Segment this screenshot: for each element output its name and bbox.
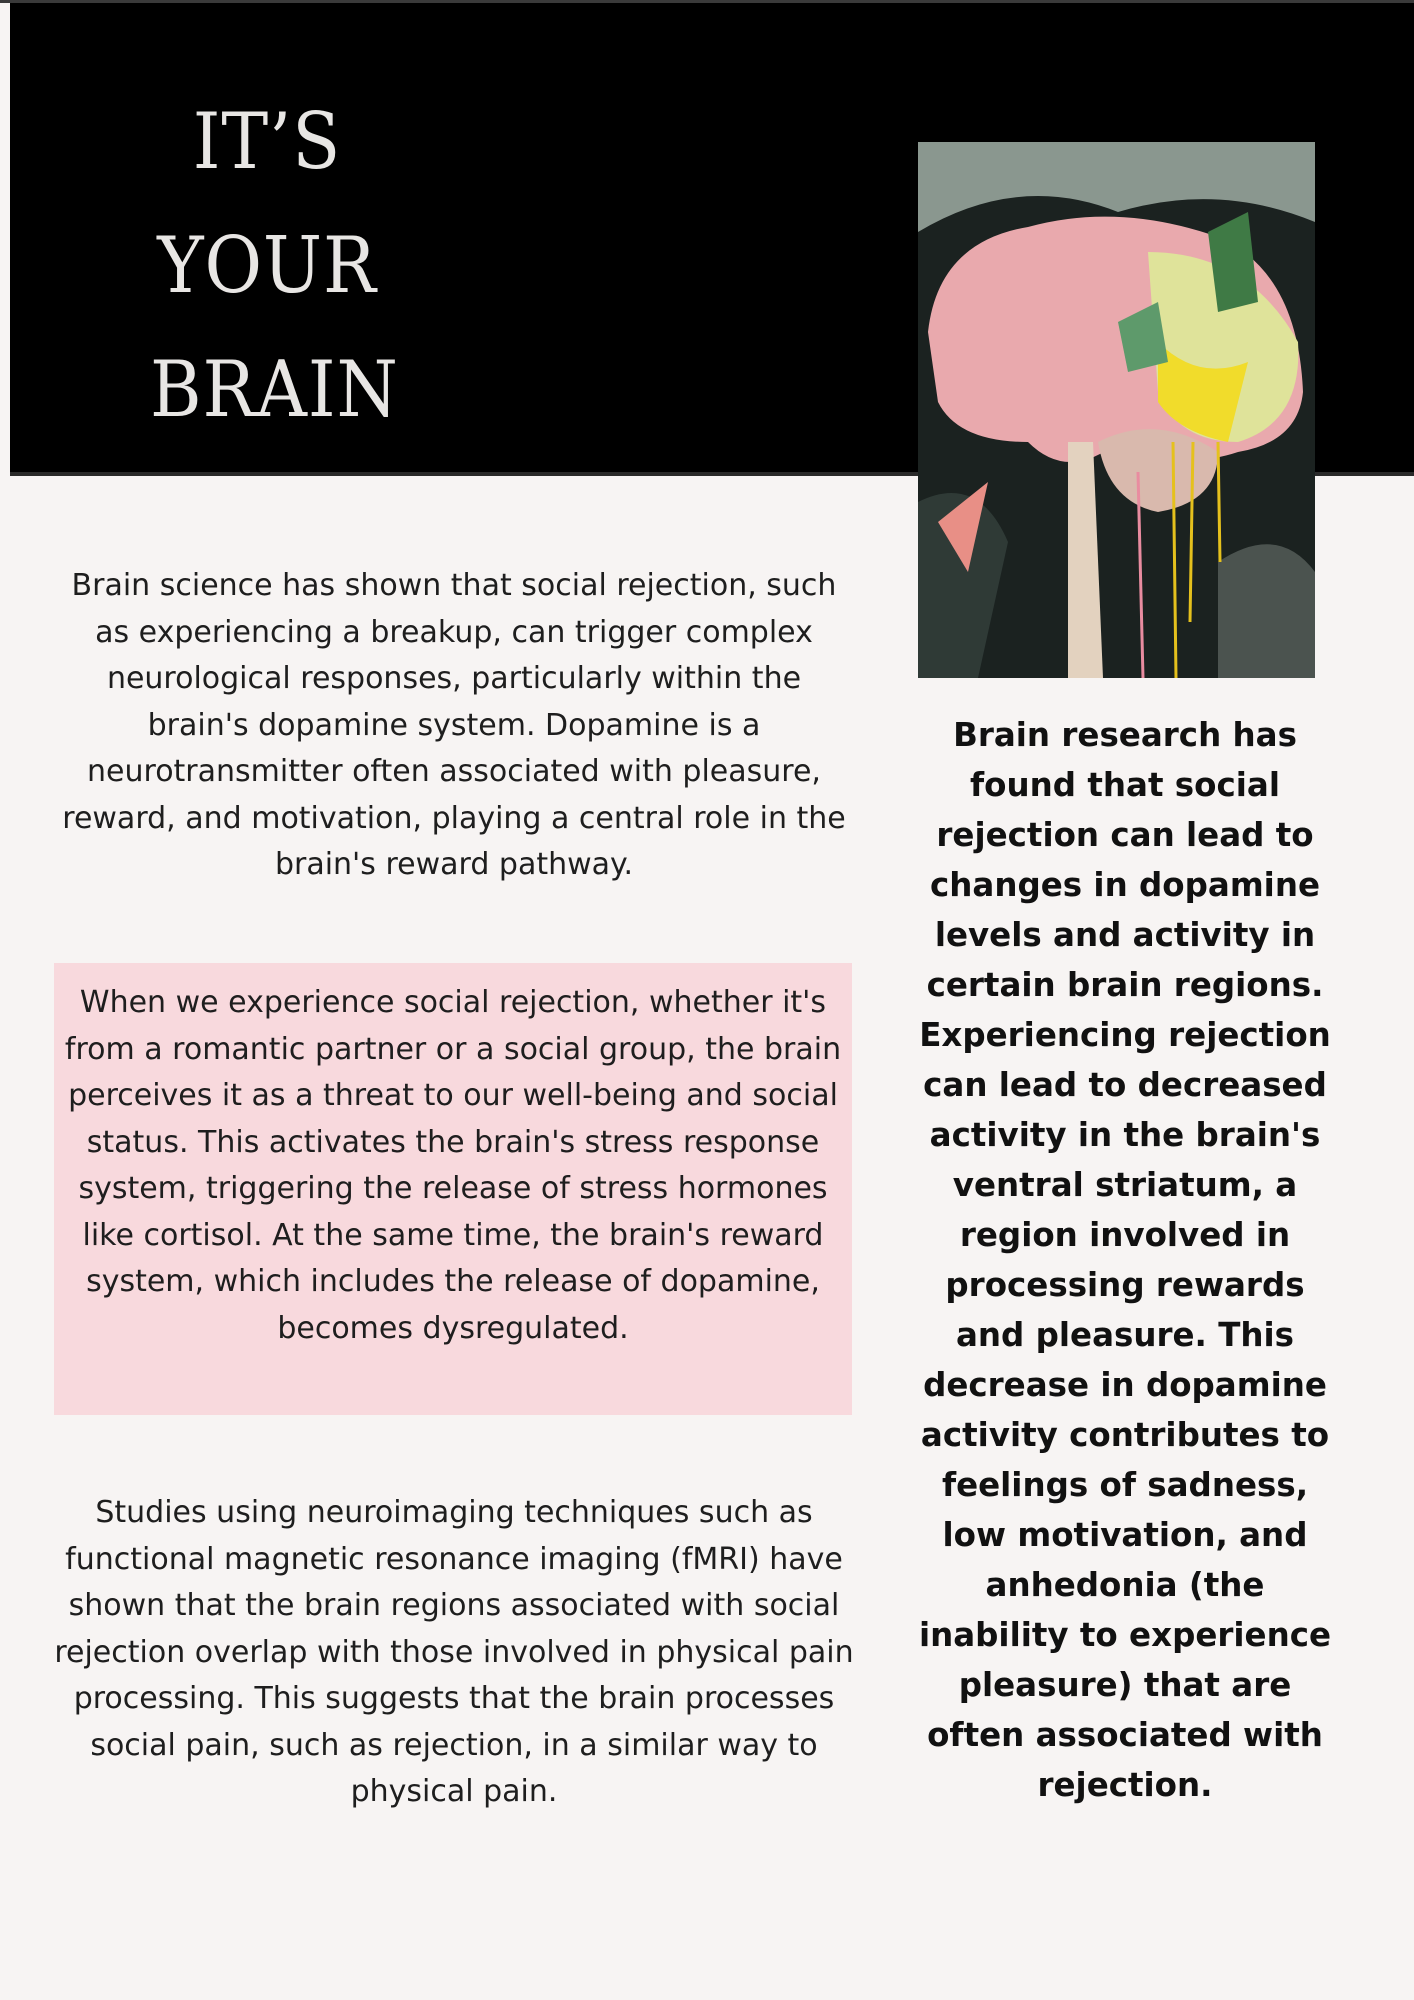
paragraph-highlight: When we experience social rejection, whether it's from a romantic partner or a social group, the brain perceives it as a threat to our well-being and social status. This activates the brain's stress response system, triggering the release of stress hormones like cortisol. At the same time, the brain's reward system, which includes the release of dopamine, becomes dysregulated. — [64, 985, 842, 1346]
title-line-1: IT’S — [192, 97, 342, 187]
title-line-2: YOUR — [157, 221, 377, 311]
paragraph-intro: Brain science has shown that social rejection, such as experiencing a breakup, can trigger complex neurological responses, particularly within the brain's dopamine system. Dopamine is a neurotransmitter often associated with pleasure, reward, and motivation, playing a central role in the brain's reward pathway. — [62, 568, 846, 882]
page-title — [150, 80, 399, 452]
paragraph-neuroimaging: Studies using neuroimaging techniques such as functional magnetic resonance imaging (fMRI) have shown that the brain regions associated with social rejection overlap with those involved in physical pain processing. This suggests that the brain processes social pain, such as rejection, in a similar way to physical pain. — [54, 1495, 854, 1809]
title-line-3: BRAIN — [150, 345, 399, 435]
brain-painting-image — [918, 142, 1315, 678]
brain-painting-icon — [918, 142, 1315, 678]
sidebar-text: Brain research has found that social rejection can lead to changes in dopamine levels and activity in certain brain regions. Experiencing rejection can lead to decreased activity in the brain's ventral striatum, a region involved in processing rewards and pleasure. This decrease in dopamine activity contributes to feelings of sadness, low motivation, and anhedonia (the inability to experience pleasure) that are often associated with rejection. — [918, 716, 1332, 1804]
